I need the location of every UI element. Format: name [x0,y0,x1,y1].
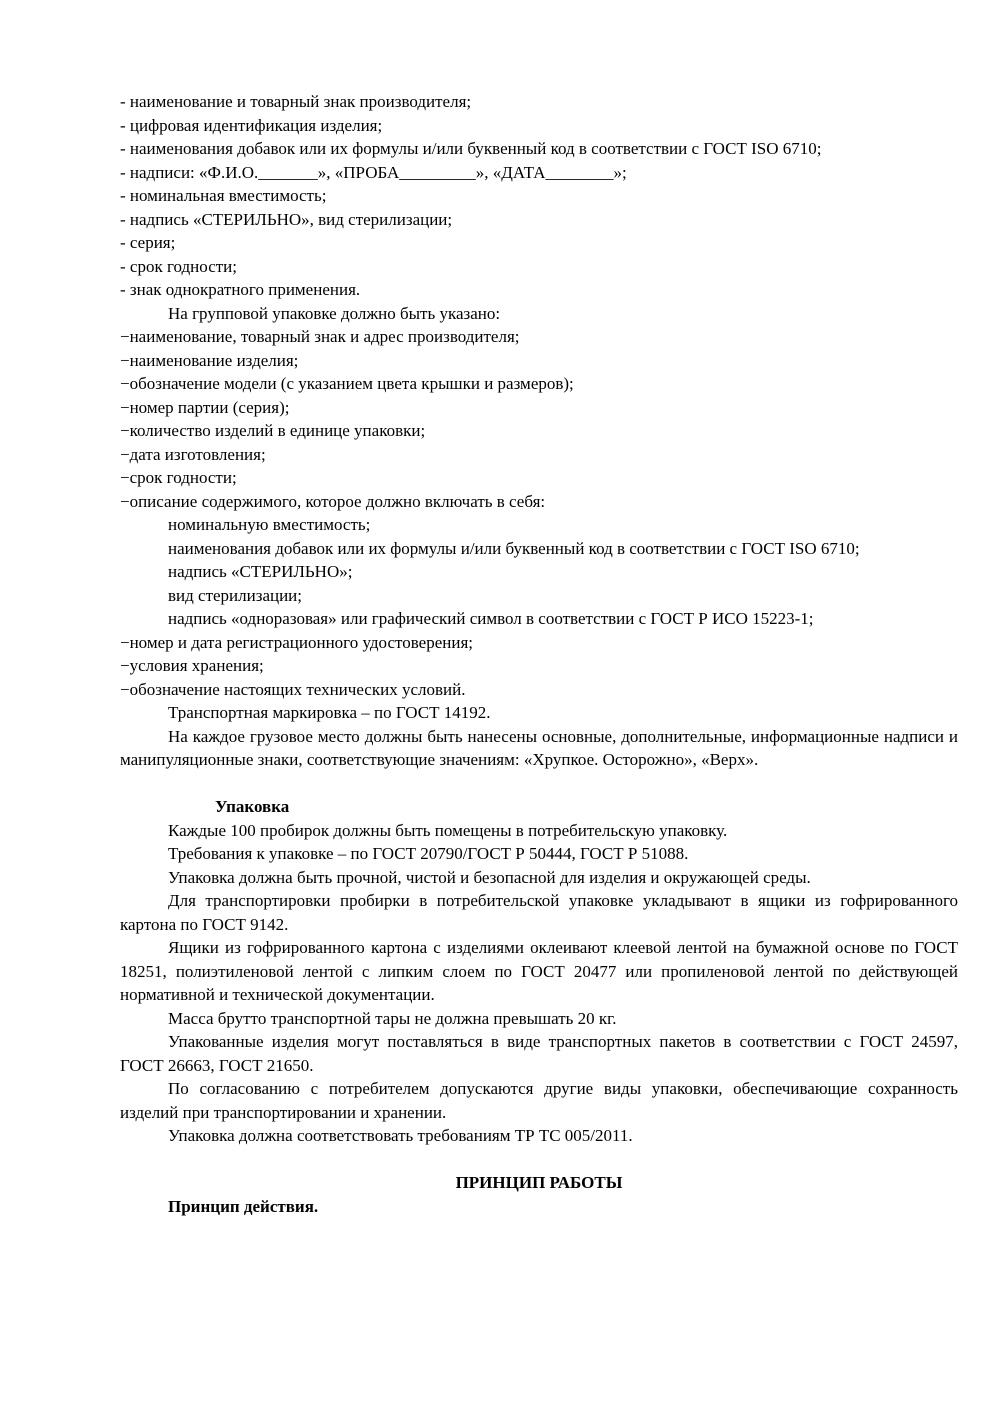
paragraph: На каждое грузовое место должны быть нанесены основные, дополнительные, информационные надписи и манипуляционные знаки, соответствующие значениям: «Хрупкое. Осторожно», «Верх». [120,726,958,769]
paragraph: - срок годности; [120,256,237,276]
paragraph: −срок годности; [120,468,237,487]
section-heading: ПРИНЦИП РАБОТЫ [455,1173,623,1192]
paragraph: - надписи: «Ф.И.О._______», «ПРОБА_________», «ДАТА________»; [120,162,627,182]
paragraph: Масса брутто транспортной тары не должна превышать 20 кг. [168,1008,617,1028]
paragraph: Упакованные изделия могут поставляться в виде транспортных пакетов в соответствии с ГОСТ 24597, ГОСТ 26663, ГОСТ 21650. [120,1032,958,1075]
document-body [120,90,958,1218]
paragraph: - наименования добавок или их формулы и/или буквенный код в соответствии с ГОСТ ISO 6710; [120,139,822,158]
paragraph: - номинальная вместимость; [120,186,327,205]
paragraph: На групповой упаковке должно быть указано: [168,303,501,323]
paragraph: −обозначение настоящих технических условий. [120,679,466,699]
paragraph: −наименование изделия; [120,350,299,370]
paragraph: Транспортная маркировка – по ГОСТ 14192. [168,703,491,722]
paragraph: −номер партии (серия); [120,397,290,417]
paragraph: Каждые 100 пробирок должны быть помещены в потребительскую упаковку. [168,820,728,840]
paragraph: - цифровая идентификация изделия; [120,115,383,135]
paragraph: −условия хранения; [120,656,264,675]
paragraph: −номер и дата регистрационного удостоверения; [120,632,473,652]
paragraph: −дата изготовления; [120,444,266,464]
paragraph: −описание содержимого, которое должно включать в себя: [120,491,546,511]
paragraph: Упаковка должна соответствовать требованиям ТР ТС 005/2011. [168,1126,633,1145]
paragraph: - серия; [120,233,176,252]
paragraph: Принцип действия. [168,1196,319,1216]
paragraph: Ящики из гофрированного картона с изделиями оклеивают клеевой лентой на бумажной основе по ГОСТ 18251, полиэтиленовой лентой с липким слоем по ГОСТ 20477 или пропиленовой лентой по действующей нормативной и технической документации. [120,938,958,1004]
paragraph: наименования добавок или их формулы и/или буквенный код в соответствии с ГОСТ ISO 6710; [168,538,860,558]
paragraph: - наименование и товарный знак производителя; [120,92,472,111]
paragraph: −обозначение модели (с указанием цвета крышки и размеров); [120,374,574,393]
paragraph: вид стерилизации; [168,585,302,605]
paragraph: Упаковка должна быть прочной, чистой и безопасной для изделия и окружающей среды. [168,867,811,887]
paragraph: −наименование, товарный знак и адрес производителя; [120,327,520,346]
paragraph: Требования к упаковке – по ГОСТ 20790/ГОСТ Р 50444, ГОСТ Р 51088. [168,844,689,863]
paragraph: надпись «одноразовая» или графический символ в соответствии с ГОСТ Р ИСО 15223-1; [168,609,814,628]
paragraph: номинальную вместимость; [168,515,371,534]
section-heading: Упаковка [215,797,290,816]
paragraph: Для транспортировки пробирки в потребительской упаковке укладывают в ящики из гофрированного картона по ГОСТ 9142. [120,891,958,934]
paragraph: −количество изделий в единице упаковки; [120,421,426,440]
paragraph: - знак однократного применения. [120,280,361,299]
paragraph: надпись «СТЕРИЛЬНО»; [168,562,353,581]
paragraph: - надпись «СТЕРИЛЬНО», вид стерилизации; [120,209,453,229]
paragraph: По согласованию с потребителем допускаются другие виды упаковки, обеспечивающие сохранность изделий при транспортировании и хранении. [120,1079,958,1122]
